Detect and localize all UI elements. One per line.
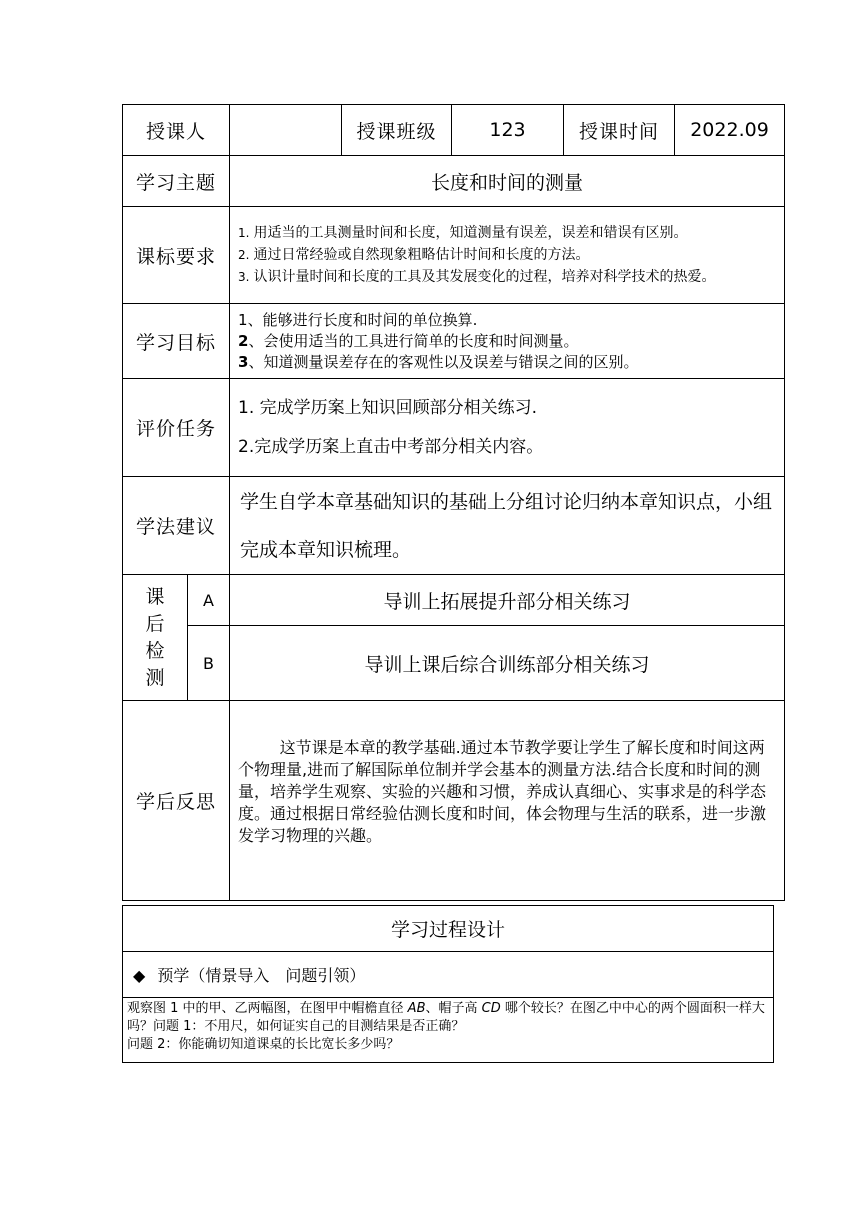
class-value: 123	[452, 105, 564, 156]
goal-item: 3、知道测量误差存在的客观性以及误差与错误之间的区别。	[238, 352, 639, 371]
preview-row	[123, 952, 774, 998]
time-value: 2022.09	[675, 105, 785, 156]
standards-row	[123, 207, 785, 304]
method-row	[123, 477, 785, 575]
process-title: 学习过程设计	[123, 906, 774, 952]
goals-list	[230, 304, 785, 379]
evaluation-label: 评价任务	[123, 379, 230, 477]
evaluation-item: 1. 完成学历案上知识回顾部分相关练习.	[238, 397, 538, 418]
evaluation-list	[230, 379, 785, 477]
observation-row	[123, 998, 774, 1063]
diamond-icon: ◆	[133, 966, 146, 985]
reflection-label: 学后反思	[123, 701, 230, 901]
after-check-text-a: 导训上拓展提升部分相关练习	[230, 575, 785, 626]
standard-item: 3. 认识计量时间和长度的工具及其发展变化的过程，培养对科学技术的热爱。	[238, 269, 716, 285]
topic-label: 学习主题	[123, 156, 230, 207]
observation-text: 观察图 1 中的甲、乙两幅图，在图甲中帽檐直径 AB、帽子高 CD 哪个较长？在图乙中中心的两个圆面积一样大吗？问题 1：不用尺，如何证实自己的目测结果是否正确？ 问题 2：你能确切知道课桌的长比宽长多少吗？	[123, 998, 774, 1063]
topic-value: 长度和时间的测量	[230, 156, 785, 207]
question-2: 问题 2：你能确切知道课桌的长比宽长多少吗？	[127, 1037, 400, 1052]
standard-item: 2. 通过日常经验或自然现象粗略估计时间和长度的方法。	[238, 247, 590, 263]
method-text: 学生自学本章基础知识的基础上分组讨论归纳本章知识点，小组完成本章知识梳理。	[230, 477, 785, 575]
preview-label: 预学（情景导入 问题引领）	[157, 966, 366, 985]
after-check-text-b: 导训上课后综合训练部分相关练习	[230, 626, 785, 701]
goals-label: 学习目标	[123, 304, 230, 379]
evaluation-row	[123, 379, 785, 477]
after-check-row-b	[123, 626, 785, 701]
topic-row	[123, 156, 785, 207]
standard-item: 1. 用适当的工具测量时间和长度，知道测量有误差，误差和错误有区别。	[238, 225, 688, 241]
lesson-plan-table	[122, 104, 785, 901]
after-check-label: 课 后 检 测	[123, 575, 188, 701]
after-check-level-a: A	[188, 575, 230, 626]
teacher-value	[230, 105, 342, 156]
class-label: 授课班级	[342, 105, 452, 156]
header-row	[123, 105, 785, 156]
preview-heading	[123, 952, 774, 998]
process-table	[122, 905, 774, 1063]
standards-list	[230, 207, 785, 304]
method-label: 学法建议	[123, 477, 230, 575]
teacher-label: 授课人	[123, 105, 230, 156]
process-title-row	[123, 906, 774, 952]
after-check-row-a	[123, 575, 785, 626]
reflection-row	[123, 701, 785, 901]
evaluation-item: 2.完成学历案上直击中考部分相关内容。	[238, 436, 544, 457]
standards-label: 课标要求	[123, 207, 230, 304]
reflection-text: 这节课是本章的教学基础.通过本节教学要让学生了解长度和时间这两个物理量,进而了解国际单位制并学会基本的测量方法.结合长度和时间的测量，培养学生观察、实验的兴趣和习惯，养成认真细心、实事求是的科学态度。通过根据日常经验估测长度和时间，体会物理与生活的联系，进一步激发学习物理的兴趣。	[230, 701, 785, 901]
after-check-level-b: B	[188, 626, 230, 701]
goal-item: 1、能够进行长度和时间的单位换算.	[238, 310, 478, 329]
time-label: 授课时间	[564, 105, 675, 156]
goal-item: 2、会使用适当的工具进行简单的长度和时间测量。	[238, 331, 579, 350]
goals-row	[123, 304, 785, 379]
